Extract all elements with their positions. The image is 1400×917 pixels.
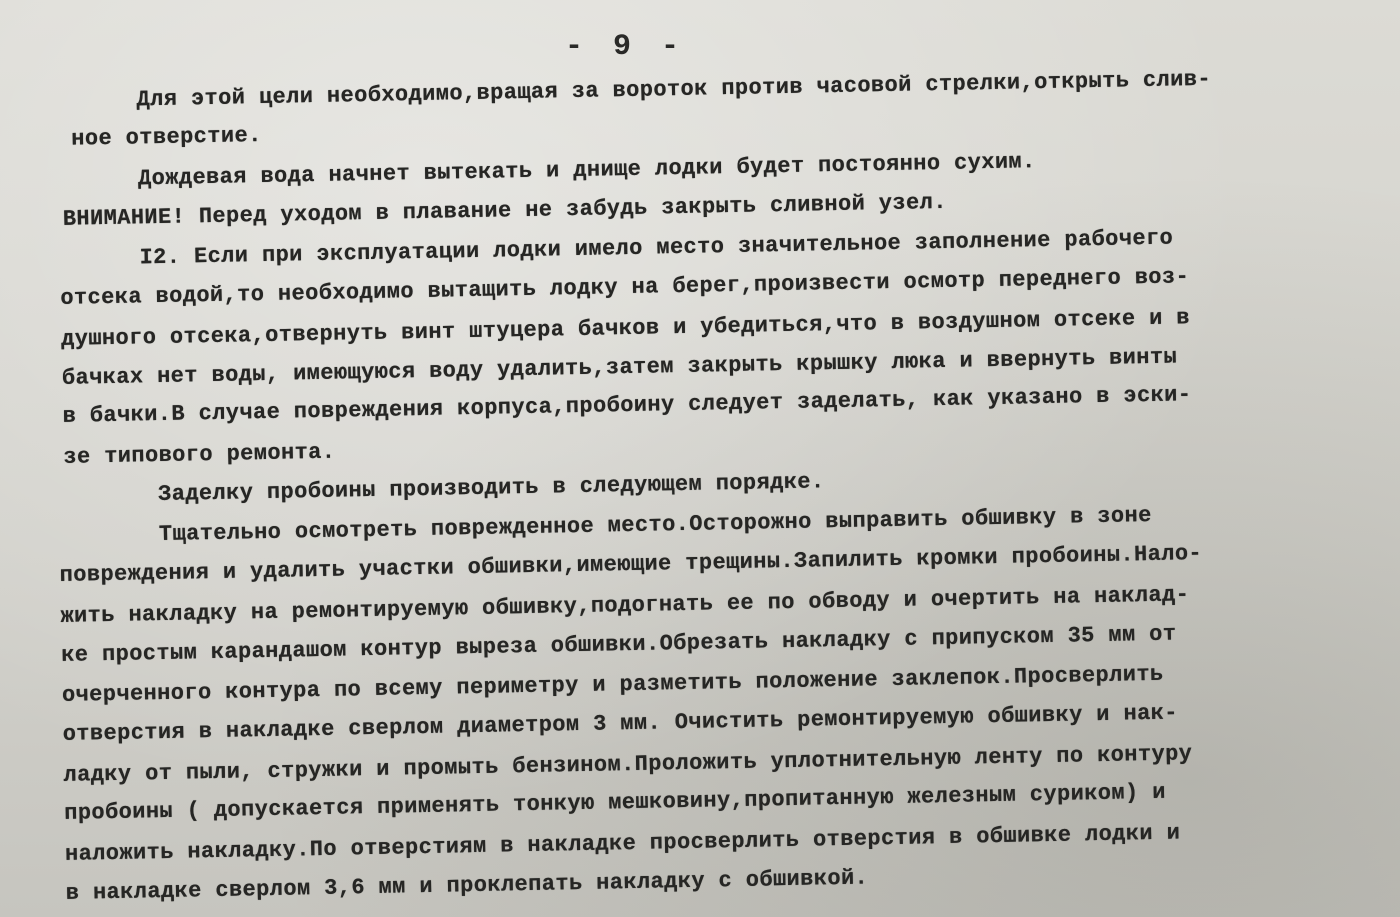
- text-line: пробоины ( допускается применять тонкую мешковину,пропитанную железным суриком) и: [64, 780, 1167, 827]
- text-line: наложить накладку.По отверстиям в накладке просверлить отверстия в обшивке лодки и: [64, 820, 1181, 867]
- text-line: зе типового ремонта.: [63, 439, 336, 470]
- text-line: жить накладку на ремонтируемую обшивку,подогнать ее по обводу и очертить на наклад-: [60, 581, 1190, 629]
- text-line: I2. Если при эксплуатации лодки имело место значительное заполнение рабочего: [139, 225, 1174, 271]
- text-line: Для этой цели необходимо,вращая за вороток против часовой стрелки,открыть слив-: [136, 66, 1212, 112]
- text-line: в бачки.В случае повреждения корпуса,пробоину следует заделать, как указано в эски-: [62, 382, 1192, 430]
- text-line: душного отсека,отвернуть винт штуцера бачков и убедиться,что в воздушном отсеке и в: [60, 305, 1191, 352]
- text-line: отсека водой,то необходимо вытащить лодку на берег,произвести осмотр переднего воз-: [60, 264, 1190, 312]
- text-line: Тщательно осмотреть поврежденное место.Осторожно выправить обшивку в зоне: [158, 503, 1152, 548]
- text-line: бачках нет воды, имеющуюся воду удалить,затем закрыть крышку люка и ввернуть винты: [61, 344, 1178, 391]
- text-line: ВНИМАНИЕ! Перед уходом в плавание не забудь закрыть сливной узел.: [62, 189, 948, 232]
- text-line: ладку от пыли, стружки и промыть бензином.Проложить уплотнительную ленту по контуру: [63, 740, 1193, 788]
- text-line: повреждения и удалить участки обшивки,имеющие трещины.Запилить кромки пробоины.Нало-: [59, 541, 1203, 589]
- page-number: - 9 -: [564, 30, 685, 64]
- text-line: ке простым карандашом контур выреза обшивки.Обрезать накладку с припуском 35 мм от: [60, 621, 1177, 668]
- text-line: ное отверстие.: [71, 123, 262, 153]
- text-line: в накладке сверлом 3,6 мм и проклепать накладку с обшивкой.: [65, 865, 869, 906]
- text-line: Заделку пробоины производить в следующем порядке.: [157, 469, 825, 507]
- text-line: очерченного контура по всему периметру и разметить положение заклепок.Просверлить: [61, 661, 1164, 709]
- text-line: отверстия в накладке сверлом диаметром 3 мм. Очистить ремонтируемую обшивку и нак-: [62, 700, 1179, 747]
- text-line: Дождевая вода начнет вытекать и днище лодки будет постоянно сухим.: [137, 149, 1036, 192]
